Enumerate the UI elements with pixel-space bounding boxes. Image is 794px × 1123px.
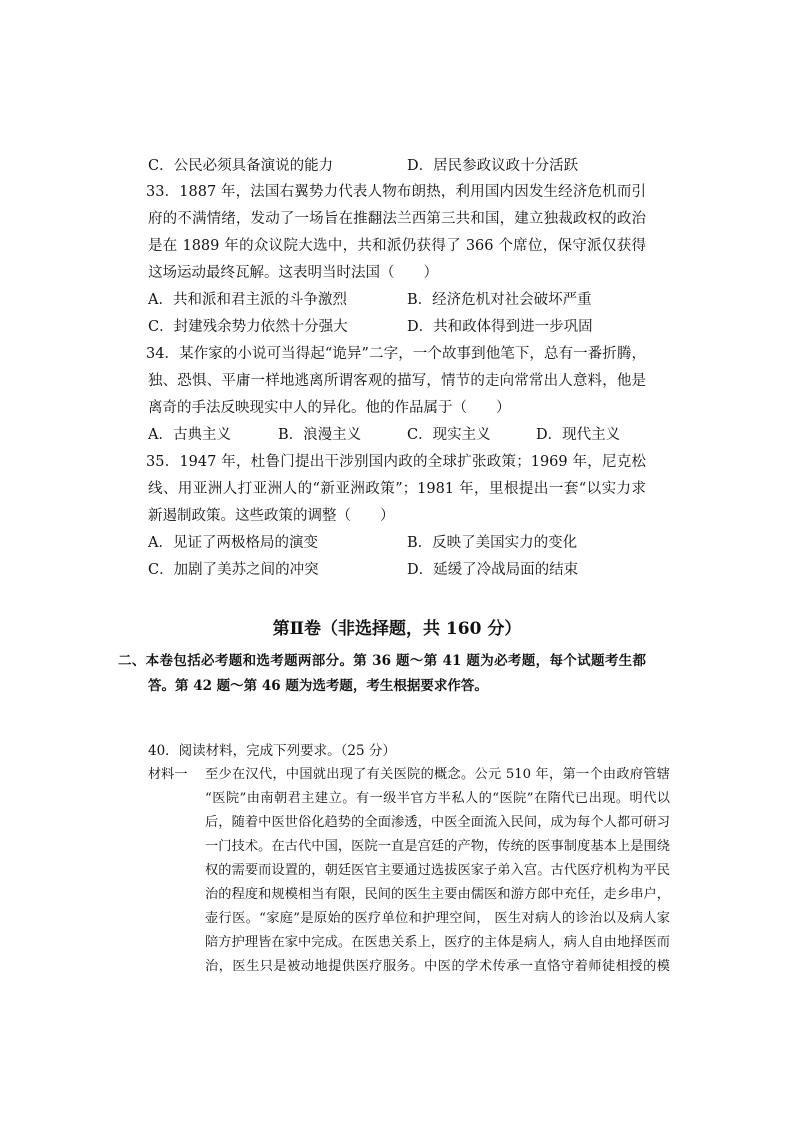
q35-option-a: A．见证了两极格局的演变	[148, 535, 318, 551]
q40-material-line-3: 后，随着中医世俗化趋势的全面渗透，中医全面流入民间，成为每个人都可研习	[205, 815, 670, 830]
q34-line-2: 独、恐惧、平庸一样地逃离所谓客观的描写，情节的走向常常出人意料，他是	[148, 373, 646, 389]
q33-line-3: 是在 1889 年的众议院大选中，共和派仍获得了 366 个席位，保守派仅获得	[148, 238, 646, 254]
q40-stem: 40．阅读材料，完成下列要求。（25 分）	[148, 743, 396, 759]
section-2-title: 第Ⅱ卷（非选择题，共 160 分）	[272, 619, 522, 639]
q32-option-d: D．居民参政议政十分活跃	[407, 158, 579, 174]
q33-line-4: 这场运动最终瓦解。这表明当时法国（ ）	[148, 265, 438, 281]
q34-line-3: 离奇的手法反映现实中人的异化。他的作品属于（ ）	[148, 400, 511, 416]
q33-option-b: B．经济危机对社会破坏严重	[407, 292, 592, 308]
q33-line-1: 33．1887 年，法国右翼势力代表人物布朗热，利用国内因发生经济危机而引	[146, 184, 646, 200]
q34-option-d: D．现代主义	[536, 427, 621, 443]
q40-material-line-7: 壶行医。“家庭”是原始的医疗单位和护理空间， 医生对病人的诊治以及病人家	[205, 911, 670, 926]
q34-option-c: C．现实主义	[407, 427, 491, 443]
q40-material-line-4: 一门技术。在古代中国，医院一直是宫廷的产物，传统的医事制度基本上是围绕	[205, 839, 670, 854]
q32-option-c: C．公民必须具备演说的能力	[148, 158, 334, 174]
q35-option-c: C．加剧了美苏之间的冲突	[148, 562, 319, 578]
q40-material-line-2: “医院”由南朝君主建立。有一级半官方半私人的“医院”在隋代已出现。明代以	[205, 791, 670, 806]
q40-material-label: 材料一	[148, 767, 188, 782]
q35-option-d: D．延缓了冷战局面的结束	[407, 562, 579, 578]
q34-option-b: B．浪漫主义	[278, 427, 362, 443]
q35-line-1: 35．1947 年，杜鲁门提出干涉别国内政的全球扩张政策；1969 年，尼克松	[146, 454, 646, 470]
q33-option-a: A．共和派和君主派的斗争激烈	[148, 292, 347, 308]
q40-material-line-6: 治的程度和规模相当有限，民间的医生主要由儒医和游方郎中充任，走乡串户，	[205, 887, 670, 902]
q35-option-b: B．反映了美国实力的变化	[407, 535, 578, 551]
q40-material-line-1: 至少在汉代，中国就出现了有关医院的概念。公元 510 年，第一个由政府管辖	[205, 767, 670, 782]
q40-material-line-9: 治，医生只是被动地提供医疗服务。中医的学术传承一直恪守着师徒相授的模	[205, 959, 670, 974]
q33-option-c: C．封建残余势力依然十分强大	[148, 319, 348, 335]
section-2-instruction-line-1: 二、本卷包括必考题和选考题两部分。第 36 题～第 41 题为必考题，每个试题考生都	[118, 653, 646, 669]
q35-line-2: 线、用亚洲人打亚洲人的“新亚洲政策”；1981 年，里根提出一套“以实力求	[148, 481, 646, 497]
q40-material-line-8: 陪方护理皆在家中完成。在医患关系上，医疗的主体是病人，病人自由地择医而	[205, 935, 670, 950]
q33-line-2: 府的不满情绪，发动了一场旨在推翻法兰西第三共和国，建立独裁政权的政治	[148, 211, 646, 227]
q35-line-3: 新遏制政策。这些政策的调整（ ）	[148, 508, 395, 524]
q40-material-line-5: 权的需要而设置的，朝廷医官主要通过选拔医家子弟入宫。古代医疗机构为平民	[205, 863, 670, 878]
section-2-instruction-line-2: 答。第 42 题～第 46 题为选考题，考生根据要求作答。	[148, 678, 488, 694]
q34-line-1: 34．某作家的小说可当得起“诡异”二字，一个故事到他笔下，总有一番折腾，	[146, 346, 646, 362]
q33-option-d: D．共和政体得到进一步巩固	[407, 319, 593, 335]
q34-option-a: A．古典主义	[148, 427, 231, 443]
